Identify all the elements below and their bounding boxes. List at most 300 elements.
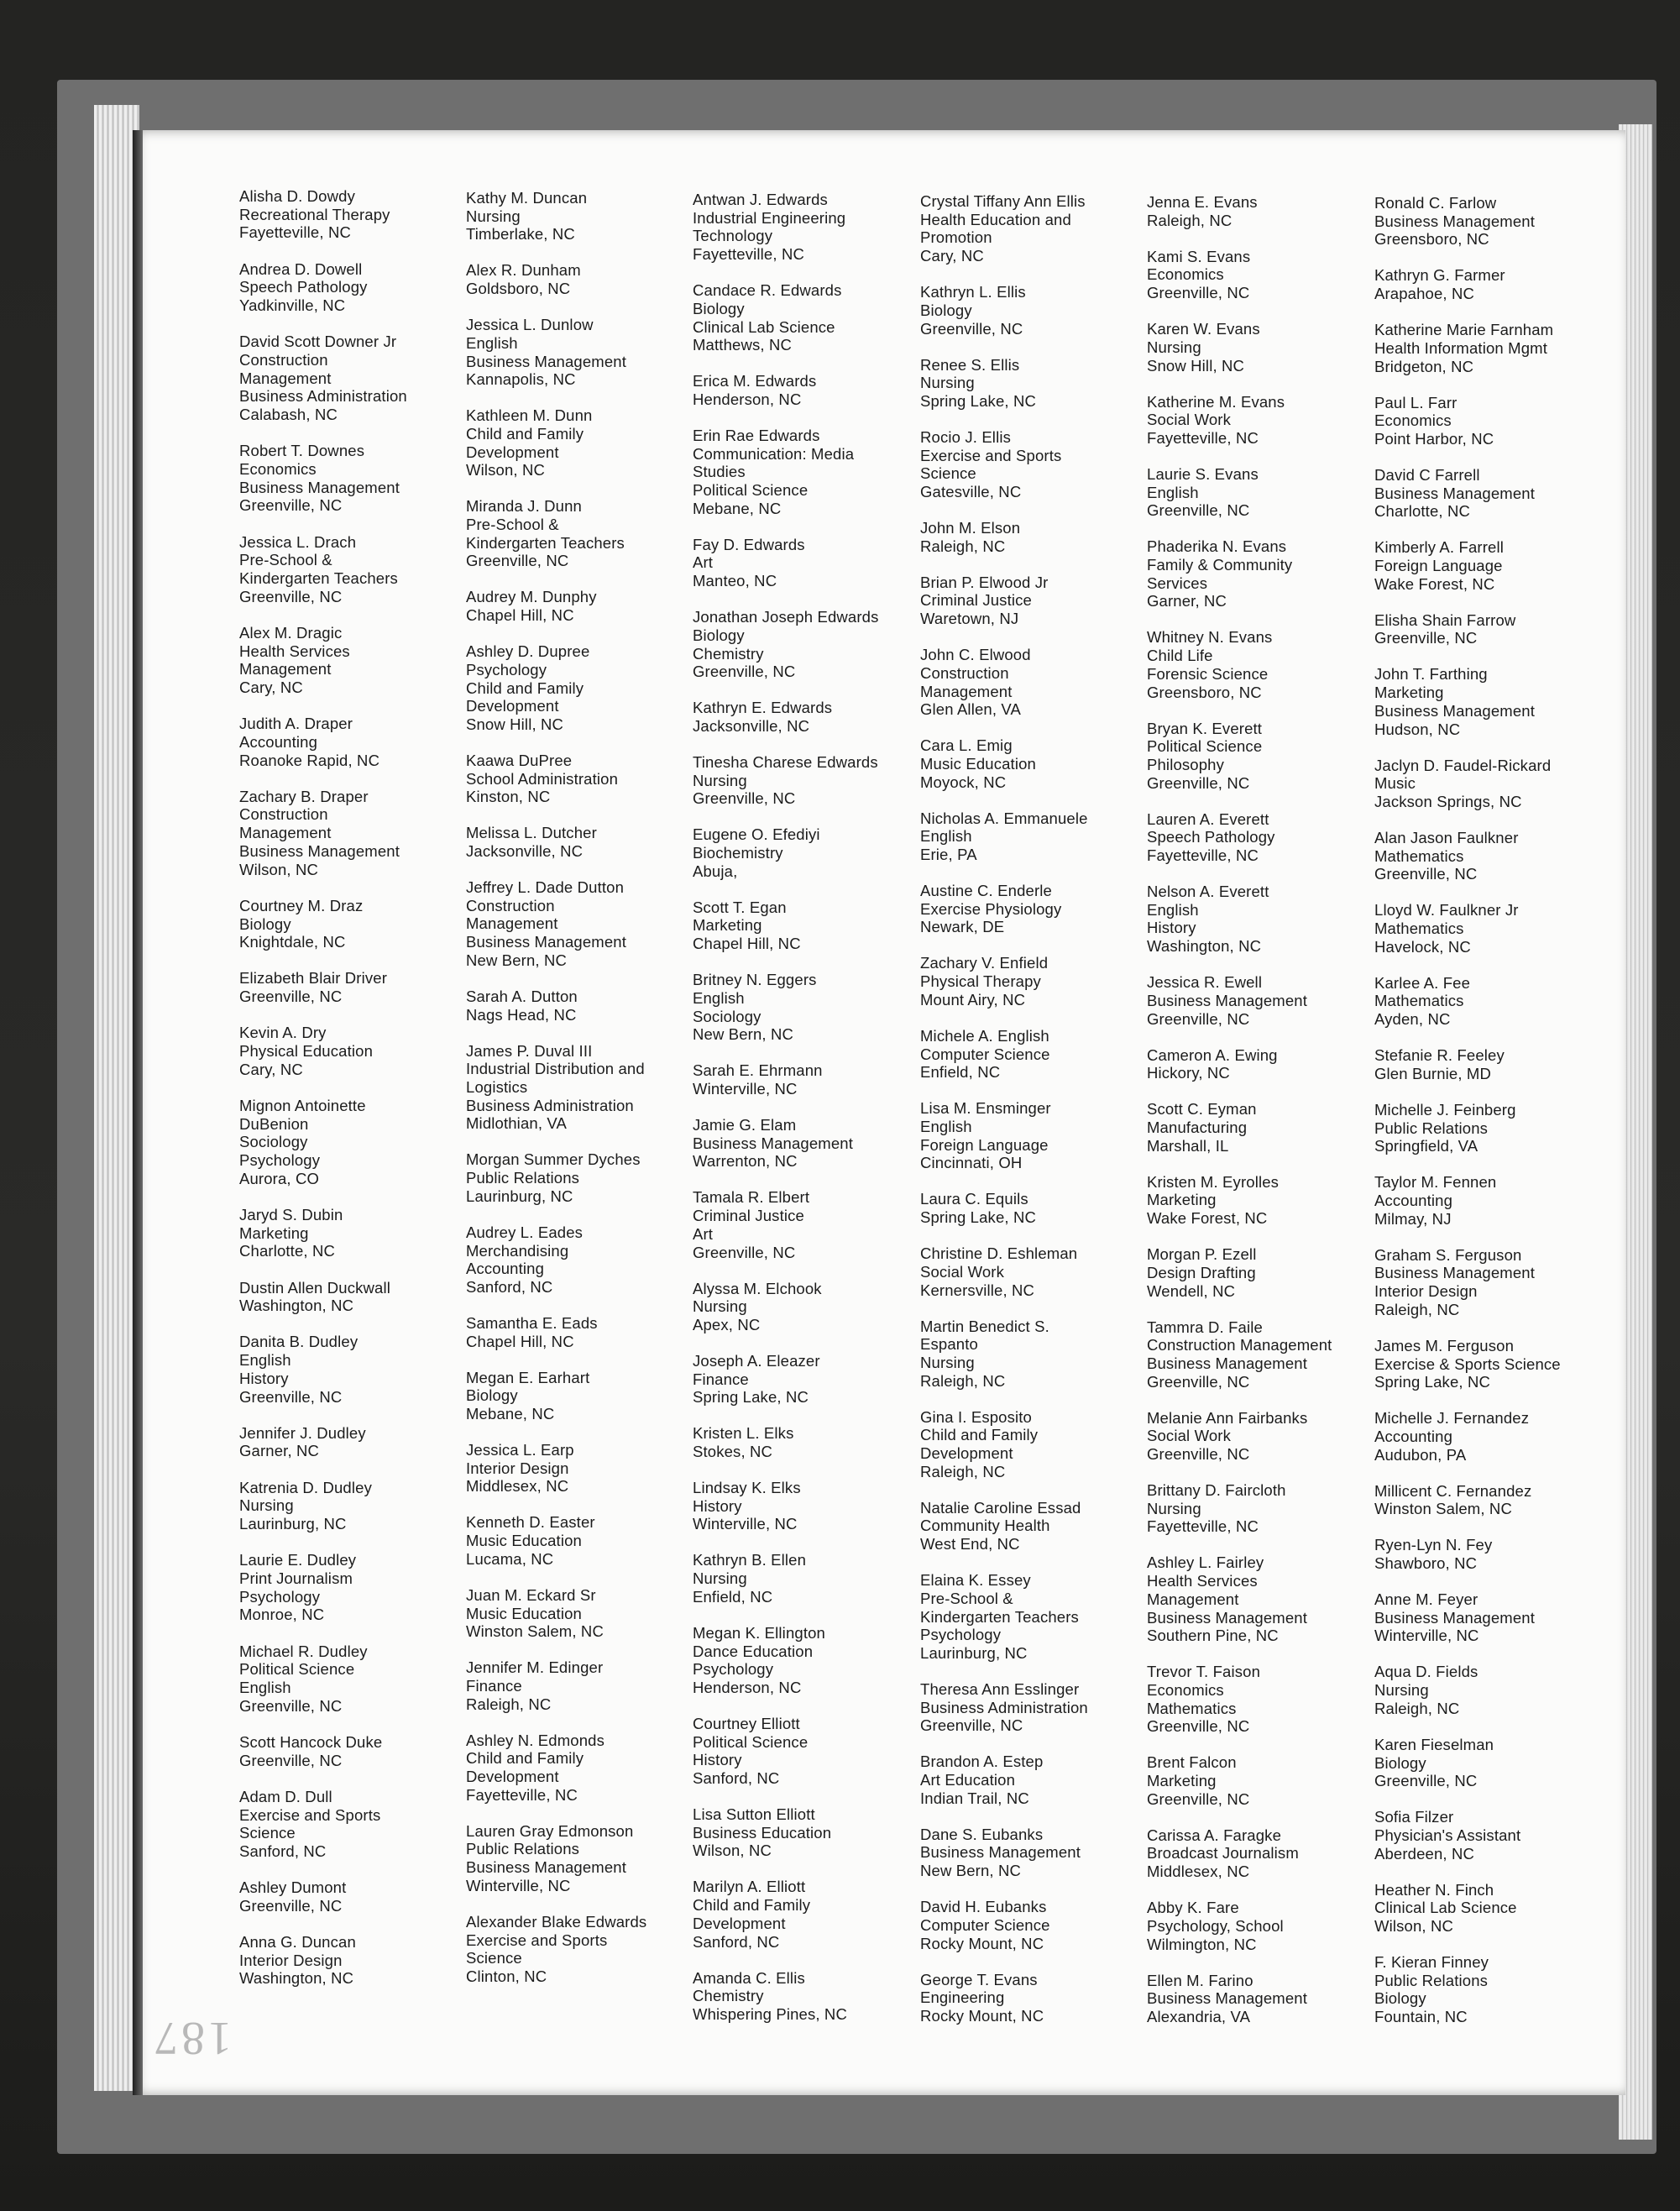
student-major: Business Management [920,1843,1081,1862]
student-major: Business Management [239,841,400,860]
student-name: Brian P. Elwood Jr [920,573,1049,591]
student-entry [466,1150,701,1205]
student-major: Science [920,464,976,483]
student-entry [1147,810,1382,865]
student-name: Melanie Ann Fairbanks [1147,1408,1308,1427]
student-entry [1147,1663,1382,1736]
student-entry [466,1042,701,1134]
student-entry [466,1913,701,1986]
student-hometown: Timberlake, NC [466,225,575,244]
student-entry [466,1732,701,1805]
student-major: Development [466,443,559,461]
student-name: Alyssa M. Elchook [693,1279,822,1297]
student-entry [1147,193,1382,229]
student-entry [693,1624,928,1697]
student-name: Jessica L. Dunlow [466,316,594,334]
student-entry [920,1318,1155,1391]
student-entry [1374,1173,1609,1228]
student-entry [239,442,474,515]
student-name: Ashley D. Dupree [466,642,590,661]
student-name: Brittany D. Faircloth [1147,1481,1286,1500]
student-major: Construction [920,663,1009,682]
student-name: Karlee A. Fee [1374,973,1471,992]
name-column-2 [466,189,701,2004]
student-hometown: Midlothian, VA [466,1114,568,1133]
student-name: Michael R. Dudley [239,1642,368,1660]
student-entry [693,372,928,408]
student-hometown: Raleigh, NC [920,537,1006,555]
student-name: Danita B. Dudley [239,1333,359,1351]
student-hometown: Greenville, NC [466,552,569,570]
student-hometown: Milmay, NJ [1374,1209,1452,1228]
student-major: Economics [239,459,317,478]
student-entry [1374,1337,1609,1391]
student-major: Nursing [920,1353,975,1371]
student-entry [1374,1663,1609,1717]
student-hometown: Snow Hill, NC [466,715,564,733]
student-entry [466,988,701,1024]
student-hometown: Aurora, CO [239,1169,320,1187]
student-major: Political Science [1147,737,1263,756]
student-major: Interior Design [1374,1282,1478,1301]
student-entry [239,1279,474,1315]
student-name: Megan K. Ellington [693,1623,825,1642]
student-hometown: Audubon, PA [1374,1445,1467,1464]
student-entry [1374,321,1609,375]
student-entry [1374,1881,1609,1936]
student-entry [920,1027,1155,1082]
student-entry [239,1097,474,1188]
student-entry [1147,1100,1382,1155]
student-hometown: Snow Hill, NC [1147,356,1245,375]
student-major: Nursing [1147,338,1201,356]
student-hometown: Greenville, NC [1147,284,1250,302]
student-entry [1374,974,1609,1029]
student-name: Nicholas A. Emmanuele [920,809,1088,827]
student-major: Economics [1374,411,1452,430]
student-name: Jessica L. Earp [466,1441,574,1459]
student-name: John M. Elson [920,519,1021,537]
student-name: Bryan K. Everett [1147,719,1263,737]
student-entry [920,882,1155,936]
student-major: Psychology [239,1587,321,1606]
student-major: Management [239,369,332,387]
student-hometown: Greenville, NC [1147,501,1250,520]
student-major: Health Education and [920,210,1071,228]
student-entry [1374,757,1609,811]
student-major: Biology [1374,1753,1426,1772]
student-entry [920,1499,1155,1553]
student-entry [1147,1972,1382,2026]
student-hometown: Greenville, NC [239,1387,343,1406]
student-major: Dance Education [693,1642,814,1660]
student-name: Kathryn G. Farmer [1374,266,1505,285]
student-major: Nursing [693,1297,747,1316]
student-major: Criminal Justice [693,1207,804,1225]
student-hometown: Winston Salem, NC [1374,1500,1512,1518]
student-name: Abby K. Fare [1147,1899,1239,1917]
student-name: Phaderika N. Evans [1147,537,1287,556]
student-entry [1374,194,1609,249]
student-name: Katherine Marie Farnham [1374,321,1554,339]
student-hometown: Greenville, NC [1374,1772,1478,1790]
student-hometown: Goldsboro, NC [466,280,571,298]
student-hometown: Glen Allen, VA [920,700,1022,719]
student-name: Alex R. Dunham [466,261,581,280]
student-entry [693,1424,928,1460]
student-entry [466,1586,701,1641]
student-hometown: Wilson, NC [693,1842,772,1860]
student-major: Exercise & Sports Science [1374,1354,1561,1373]
student-major: Pre-School & [920,1589,1013,1607]
student-entry [1147,248,1382,302]
student-name: Cameron A. Ewing [1147,1045,1278,1064]
student-name: F. Kieran Finney [1374,1953,1489,1972]
student-hometown: Waretown, NJ [920,610,1019,628]
student-entry [239,1733,474,1769]
student-major: Construction [239,805,328,824]
student-hometown: Lucama, NC [466,1549,554,1568]
student-name: Karen W. Evans [1147,320,1260,338]
student-entry [920,1826,1155,1880]
student-major: Business Management [1147,1608,1308,1627]
student-name: Natalie Caroline Essad [920,1498,1081,1517]
student-hometown: Raleigh, NC [466,1695,552,1713]
student-entry [920,736,1155,791]
student-entry [693,825,928,880]
student-major: Management [1147,1590,1239,1608]
student-entry [1374,1046,1609,1082]
student-major: Biology [693,626,745,644]
student-name: David H. Eubanks [920,1898,1047,1916]
student-major: Exercise and Sports [466,1931,608,1949]
student-entry [466,1658,701,1713]
student-major: Clinical Lab Science [693,317,835,336]
student-name: Stefanie R. Feeley [1374,1046,1505,1065]
student-name: Britney N. Eggers [693,971,817,989]
student-name: Samantha E. Eads [466,1313,598,1332]
student-hometown: Middlesex, NC [466,1477,569,1496]
student-name: Audrey M. Dunphy [466,588,597,606]
student-name: Tammra D. Faile [1147,1318,1263,1336]
student-major: Business Management [1147,991,1308,1009]
student-hometown: Greenville, NC [239,496,343,515]
student-hometown: Greenville, NC [693,663,796,681]
student-hometown: Indian Trail, NC [920,1789,1029,1807]
student-major: Industrial Engineering [693,208,846,227]
page-number: 187 [151,2012,232,2064]
student-hometown: Nags Head, NC [466,1005,577,1024]
student-entry [920,1571,1155,1663]
student-name: Juan M. Eckard Sr [466,1585,596,1604]
student-major: Philosophy [1147,755,1225,773]
student-hometown: Greenville, NC [239,1896,343,1915]
student-name: Elisha Shain Farrow [1374,610,1516,629]
student-name: Alan Jason Faulkner [1374,828,1519,846]
student-major: Computer Science [920,1915,1050,1934]
student-name: Laura C. Equils [920,1190,1028,1208]
student-major: Technology [693,227,773,245]
student-name: Tamala R. Elbert [693,1188,810,1207]
student-hometown: Raleigh, NC [1147,211,1233,229]
student-major: Sociology [693,1007,761,1025]
student-name: Fay D. Edwards [693,535,805,553]
student-hometown: Garner, NC [239,1442,320,1460]
student-major: DuBenion [239,1114,309,1133]
student-major: Exercise and Sports [239,1805,381,1824]
student-major: Political Science [239,1660,355,1679]
student-hometown: Greenville, NC [1147,1445,1250,1464]
student-major: Physician's Assistant [1374,1826,1521,1844]
student-name: Sarah E. Ehrmann [693,1061,823,1080]
student-name: Kristen L. Elks [693,1424,794,1443]
student-hometown: Chapel Hill, NC [466,1332,574,1350]
student-hometown: Greenville, NC [1374,865,1478,883]
student-entry [466,497,701,570]
student-name: Theresa Ann Esslinger [920,1679,1080,1698]
student-entry [1374,1101,1609,1155]
student-entry [239,1788,474,1861]
student-major: Exercise and Sports [920,446,1062,464]
student-hometown: Raleigh, NC [1374,1300,1460,1318]
student-hometown: Calabash, NC [239,406,338,424]
student-major: Marketing [693,916,762,935]
student-entry [693,536,928,590]
student-name: Morgan Summer Dyches [466,1150,641,1169]
student-hometown: Wilmington, NC [1147,1935,1257,1953]
student-entry [693,1352,928,1407]
student-entry [920,574,1155,628]
student-major: Child and Family [466,424,584,443]
student-entry [920,283,1155,338]
student-major: English [239,1679,291,1696]
student-name: Joseph A. Eleazer [693,1351,820,1370]
student-entry [1147,1481,1382,1536]
student-name: Michelle J. Fernandez [1374,1409,1530,1428]
student-name: Robert T. Downes [239,442,365,460]
student-hometown: Wake Forest, NC [1374,574,1495,593]
student-major: Child and Family [920,1426,1039,1444]
student-entry [920,1898,1155,1952]
student-major: Art Education [920,1771,1016,1789]
student-name: Kathy M. Duncan [466,189,588,207]
student-major: English [239,1351,291,1370]
student-major: Sociology [239,1133,308,1151]
student-major: Print Journalism [239,1569,353,1587]
student-hometown: Laurinburg, NC [920,1643,1028,1662]
student-hometown: Fayetteville, NC [1147,846,1259,865]
student-hometown: Greenville, NC [239,587,343,605]
student-name: Megan E. Earhart [466,1368,590,1386]
student-entry [1374,829,1609,883]
student-hometown: Kinston, NC [466,788,551,806]
student-entry [693,1715,928,1788]
student-entry [239,1424,474,1460]
student-entry [1147,393,1382,448]
student-hometown: Kannapolis, NC [466,370,576,389]
student-entry [466,261,701,297]
student-hometown: Knightdale, NC [239,933,346,951]
student-major: Exercise Physiology [920,899,1062,918]
student-entry [693,608,928,681]
student-name: Brandon A. Estep [920,1753,1044,1771]
student-hometown: Apex, NC [693,1315,761,1333]
student-major: English [1147,483,1199,501]
student-name: Lisa Sutton Elliott [693,1805,815,1824]
student-major: Science [466,1949,522,1967]
student-major: Marketing [239,1223,309,1242]
student-major: Business Management [466,352,627,370]
student-entry [693,899,928,953]
student-name: Christine D. Eshleman [920,1244,1078,1263]
student-major: Chemistry [693,1987,764,2005]
student-major: Development [466,697,559,715]
student-hometown: Moyock, NC [920,773,1007,791]
student-major: Accounting [466,1260,545,1278]
student-name: Kathryn E. Edwards [693,699,833,717]
student-name: Kenneth D. Easter [466,1513,595,1532]
student-major: Management [920,682,1013,700]
student-major: Child and Family [466,1749,584,1768]
student-major: Recreational Therapy [239,205,390,223]
student-major: Computer Science [920,1045,1050,1063]
student-major: Social Work [1147,411,1232,429]
student-entry [466,406,701,479]
student-entry [239,788,474,879]
student-major: Broadcast Journalism [1147,1844,1299,1863]
student-major: Music Education [466,1604,582,1622]
student-entry [466,1822,701,1895]
student-hometown: Springfield, VA [1374,1137,1479,1155]
student-entry [1374,1409,1609,1464]
student-name: Jessica R. Ewell [1147,973,1263,992]
student-major: Construction [239,350,328,369]
student-major: Economics [1147,265,1224,284]
student-entry [239,260,474,315]
student-name: Kristen M. Eyrolles [1147,1172,1280,1191]
student-major: Social Work [920,1262,1005,1281]
student-hometown: Sanford, NC [239,1842,327,1860]
student-major: Physical Education [239,1042,374,1061]
student-entry [693,1805,928,1860]
student-entry [1374,611,1609,647]
student-name: Marilyn A. Elliott [693,1878,806,1896]
student-entry [920,646,1155,719]
student-entry [1147,720,1382,793]
student-hometown: Yadkinville, NC [239,296,346,315]
student-entry [1147,973,1382,1028]
student-name: Zachary B. Draper [239,787,369,805]
student-hometown: Point Harbor, NC [1374,429,1494,448]
student-hometown: Roanoke Rapid, NC [239,751,380,769]
student-hometown: Cary, NC [239,1060,303,1078]
student-hometown: Wake Forest, NC [1147,1209,1268,1228]
student-entry [693,1188,928,1261]
student-major: Mathematics [1147,1699,1237,1717]
student-hometown: Greensboro, NC [1147,683,1262,701]
student-hometown: Greenville, NC [1147,773,1250,792]
student-name: John T. Farthing [1374,665,1488,684]
student-major: Merchandising [466,1241,569,1260]
student-name: Lauren A. Everett [1147,809,1269,828]
student-entry [466,1369,701,1423]
student-entry [1147,465,1382,520]
student-major: Community Health [920,1517,1050,1535]
student-name: Trevor T. Faison [1147,1663,1261,1681]
student-name: Zachary V. Enfield [920,954,1049,972]
student-name: Kathryn L. Ellis [920,283,1026,301]
student-hometown: Spring Lake, NC [1374,1373,1490,1391]
student-entry [693,1878,928,1951]
student-major: Accounting [1374,1191,1453,1209]
student-entry [1374,1736,1609,1790]
student-name: Austine C. Enderle [920,882,1052,900]
student-hometown: New Bern, NC [466,951,568,969]
student-entry [920,1408,1155,1481]
student-name: Jaryd S. Dubin [239,1205,343,1223]
student-name: Mignon Antoinette [239,1096,366,1114]
student-hometown: Fayetteville, NC [239,223,351,242]
student-major: Foreign Language [920,1135,1049,1154]
student-hometown: Marshall, IL [1147,1136,1229,1155]
student-entry [693,1479,928,1533]
student-name: Adam D. Dull [239,1787,332,1805]
student-major: Mathematics [1374,920,1464,938]
student-major: Nursing [466,207,521,225]
student-major: Psychology [466,660,547,678]
student-major: Health Services [239,642,350,660]
student-hometown: Fayetteville, NC [1147,428,1259,447]
student-major: Criminal Justice [920,591,1032,610]
student-major: Construction Management [1147,1336,1332,1354]
student-major: Interior Design [466,1459,569,1477]
student-major: Biology [239,914,291,933]
student-major: Public Relations [1374,1119,1489,1137]
page-gutter-shadow [133,130,143,2095]
student-name: Dane S. Eubanks [920,1825,1044,1843]
student-major: Physical Therapy [920,972,1041,991]
student-name: Anna G. Duncan [239,1933,356,1952]
student-major: Child and Family [466,678,584,697]
student-entry [466,1441,701,1496]
student-hometown: Greenville, NC [1147,1372,1250,1391]
student-entry [239,187,474,242]
student-name: Kami S. Evans [1147,247,1251,265]
student-hometown: Winterville, NC [693,1515,798,1533]
student-name: Crystal Tiffany Ann Ellis [920,192,1086,210]
student-name: Jennifer J. Dudley [239,1423,366,1442]
student-hometown: Abuja, [693,862,738,880]
student-hometown: Henderson, NC [693,390,802,408]
student-major: Political Science [693,1732,809,1751]
student-major: Forensic Science [1147,664,1269,683]
student-name: Gina I. Esposito [920,1407,1032,1426]
student-hometown: Hickory, NC [1147,1064,1230,1082]
student-entry [466,752,701,806]
student-major: Construction [466,896,555,914]
student-major: History [693,1751,742,1769]
student-name: Kathryn B. Ellen [693,1551,807,1569]
student-hometown: Greenville, NC [1147,1009,1250,1028]
student-entry [1147,1899,1382,1953]
student-major: Child Life [1147,647,1213,665]
student-entry [1147,320,1382,375]
student-major: Biology [693,299,745,317]
student-major: Biochemistry [693,844,783,862]
student-hometown: Monroe, NC [239,1606,325,1624]
student-name: Ryen-Lyn N. Fey [1374,1536,1493,1554]
student-hometown: Sanford, NC [466,1277,553,1296]
